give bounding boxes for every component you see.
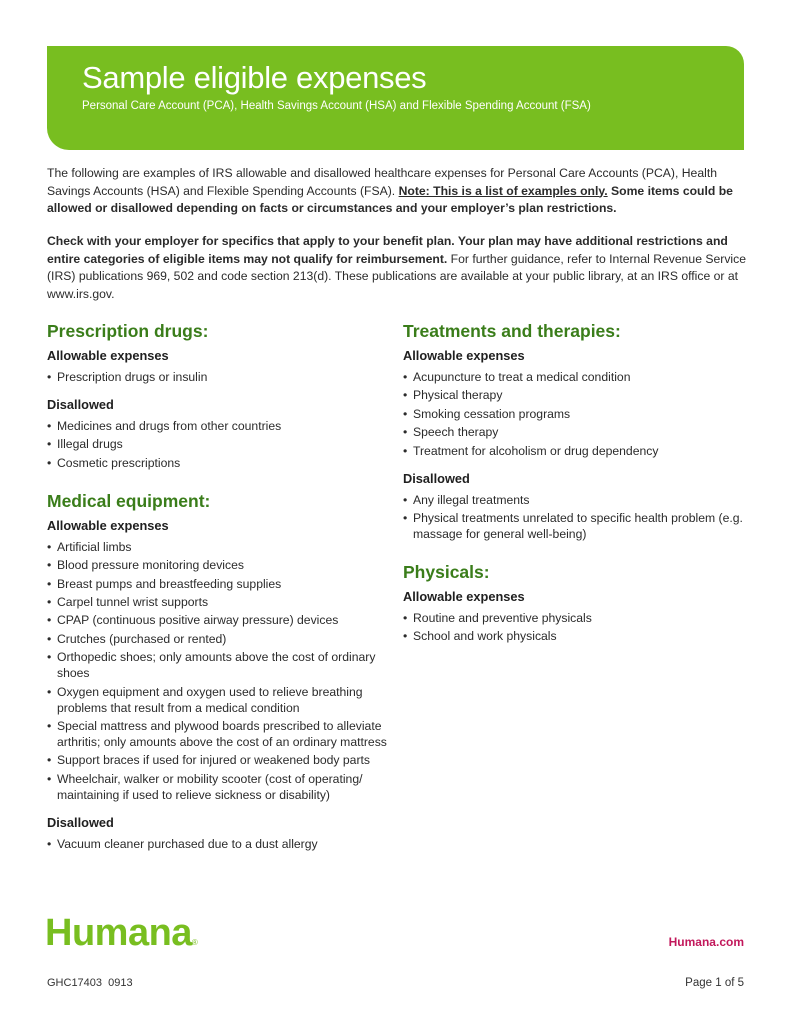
list-item: • Medicines and drugs from other countries [47, 418, 397, 434]
intro-bold-text: Some items could be allowed or disallowed depending on facts or circumstances and your employer’s plan restrictions. [47, 183, 733, 215]
list-item: • Breast pumps and breastfeeding supplies [47, 576, 397, 592]
humana-logo [45, 912, 197, 955]
allowable-label: Allowable expenses [403, 348, 525, 363]
section-heading: Medical equipment: [47, 490, 211, 511]
list-item: • Routine and preventive physicals [403, 610, 753, 626]
page-subtitle: Personal Care Account (PCA), Health Savings Account (HSA) and Flexible Spending Account (FSA) [82, 100, 591, 112]
list-item: • Illegal drugs [47, 436, 397, 452]
list-item: • Support braces if used for injured or weakened body parts [47, 752, 397, 768]
list-item: • Speech therapy [403, 424, 753, 440]
left-column [47, 321, 397, 872]
header-banner [47, 46, 744, 150]
page-number: Page 1 of 5 [685, 977, 744, 989]
website-link[interactable]: Humana.com [668, 935, 744, 949]
allowable-list [47, 539, 397, 803]
section-heading: Prescription drugs: [47, 321, 209, 341]
allowable-label: Allowable expenses [47, 348, 169, 363]
section-heading: Physicals: [403, 561, 490, 582]
intro-note: Note: This is a list of examples only. [398, 183, 608, 198]
registered-mark: ® [191, 938, 198, 947]
section-treatments-therapies [403, 321, 753, 542]
intro-paragraph [47, 165, 747, 218]
allowable-list [47, 369, 397, 385]
list-item: • Prescription drugs or insulin [47, 369, 397, 385]
allowable-list [403, 610, 753, 644]
list-item: • Physical therapy [403, 387, 753, 403]
section-prescription-drugs [47, 321, 397, 471]
disallowed-label: Disallowed [47, 397, 114, 412]
right-column [403, 321, 753, 664]
list-item: • Artificial limbs [47, 539, 397, 555]
section-medical-equipment [47, 491, 397, 852]
list-item: • Oxygen equipment and oxygen used to relieve breathing problems that result from a medical condition [47, 684, 397, 716]
list-item: • Carpel tunnel wrist supports [47, 594, 397, 610]
disallowed-list [47, 418, 397, 471]
disallowed-label: Disallowed [403, 470, 470, 486]
list-item: • Wheelchair, walker or mobility scooter (cost of operating/ maintaining if used to relieve sickness or disability) [47, 771, 397, 803]
allowable-list [403, 369, 753, 459]
disallowed-label: Disallowed [47, 814, 114, 830]
document-code: GHC17403 0913 [47, 977, 133, 989]
allowable-label: Allowable expenses [403, 588, 525, 604]
disallowed-list [403, 492, 753, 542]
page-title: Sample eligible expenses [82, 60, 427, 95]
allowable-label: Allowable expenses [47, 517, 169, 533]
list-item: • Treatment for alcoholism or drug dependency [403, 443, 753, 459]
list-item: • School and work physicals [403, 628, 753, 644]
list-item: • Cosmetic prescriptions [47, 455, 397, 471]
list-item: • Orthopedic shoes; only amounts above the cost of ordinary shoes [47, 649, 397, 681]
list-item: • Physical treatments unrelated to specific health problem (e.g. massage for general well-being) [403, 510, 753, 542]
guidance-bold-text: Check with your employer for specifics that apply to your benefit plan. Your plan may have additional restrictions and entire categories of eligible items may not qualify for reimbursement. [47, 234, 728, 266]
intro-text: The following are examples of IRS allowable and disallowed healthcare expenses for Personal Care Accounts (PCA), Health Savings Accounts (HSA) and Flexible Spending Accounts (FSA). [47, 166, 717, 198]
list-item: • Vacuum cleaner purchased due to a dust allergy [47, 836, 397, 852]
section-physicals [403, 562, 753, 644]
list-item: • CPAP (continuous positive airway pressure) devices [47, 612, 397, 628]
list-item: • Crutches (purchased or rented) [47, 631, 397, 647]
guidance-text: For further guidance, refer to Internal Revenue Service (IRS) publications 969, 502 and code section 213(d). These publications are available at your public library, at an IRS office or at www.irs.gov. [47, 251, 747, 301]
section-heading: Treatments and therapies: [403, 321, 621, 341]
list-item: • Any illegal treatments [403, 492, 753, 508]
list-item: • Special mattress and plywood boards prescribed to alleviate arthritis; only amounts above the cost of an ordinary mattress [47, 718, 397, 750]
guidance-paragraph [47, 233, 747, 303]
list-item: • Smoking cessation programs [403, 406, 753, 422]
logo-wordmark: Humana [45, 912, 192, 954]
disallowed-list [47, 836, 397, 852]
list-item: • Blood pressure monitoring devices [47, 557, 397, 573]
list-item: • Acupuncture to treat a medical condition [403, 369, 753, 385]
